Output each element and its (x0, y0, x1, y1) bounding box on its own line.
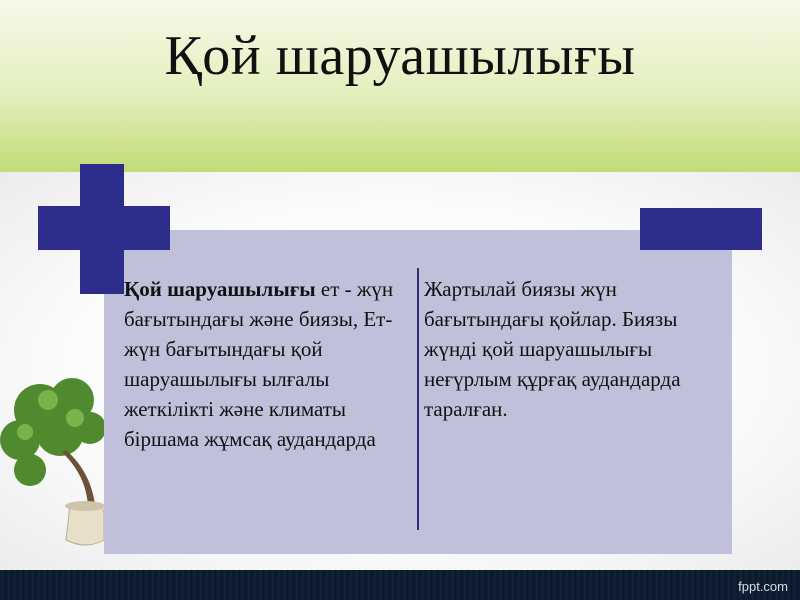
left-column-bold: Қой шаруашылығы (124, 277, 316, 301)
left-column-text (124, 274, 408, 454)
plus-decoration-horizontal (38, 206, 170, 250)
footer-band (0, 570, 800, 600)
slide-title: Қой шаруашылығы (164, 25, 636, 87)
content-panel (104, 230, 732, 554)
header-band (0, 0, 800, 172)
minus-decoration (640, 208, 762, 250)
footer-brand: fppt.com (738, 579, 788, 594)
column-divider (417, 268, 419, 530)
right-column-text: Жартылай биязы жүн бағытындағы қойлар. Биязы жүнді қой шаруашылығы неғүрлым құрғақ аудандарда таралған. (424, 277, 681, 421)
bonsai-plant-image (0, 370, 110, 560)
left-column-body: ет - жүн бағытындағы және биязы, Ет-жүн бағытындағы қой шаруашылығы ылғалы жеткілікті және климаты біршама жұмсақ аудандарда (124, 277, 394, 451)
